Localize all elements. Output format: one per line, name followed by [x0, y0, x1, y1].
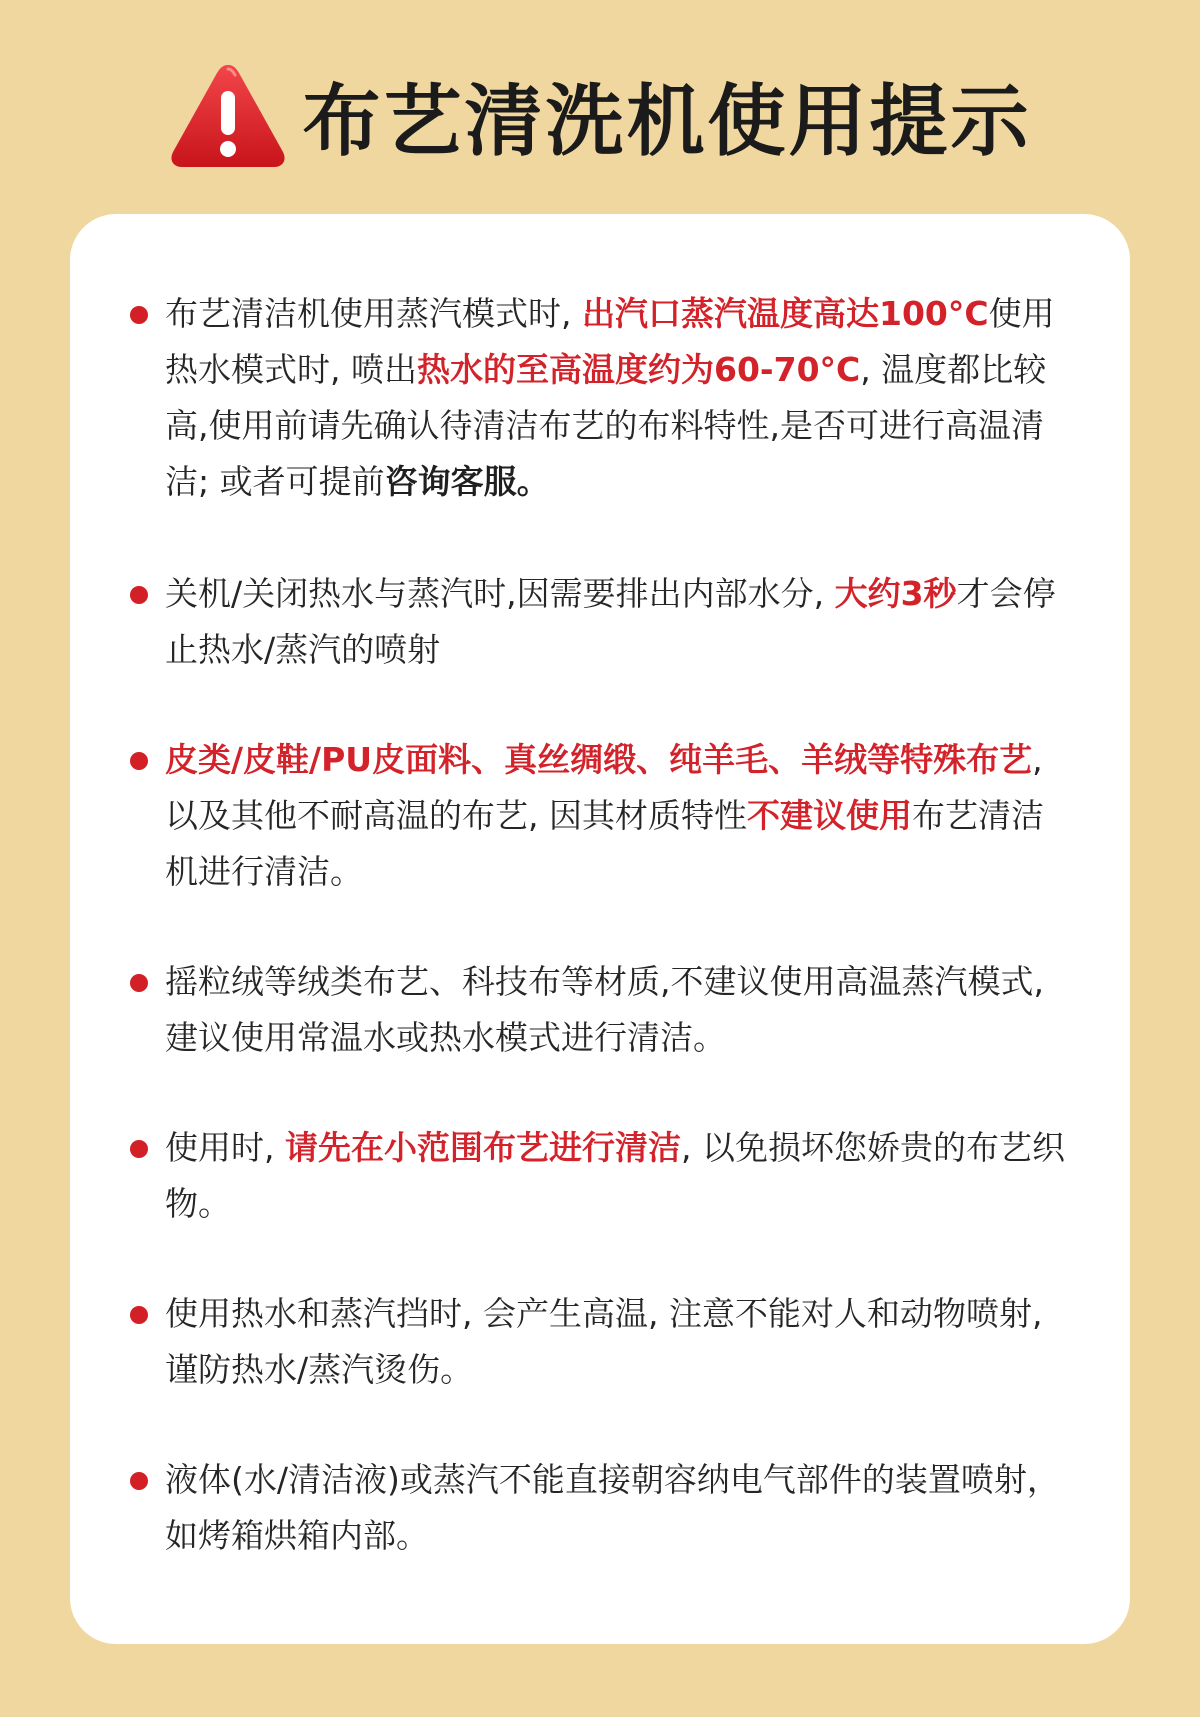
page-header [0, 55, 1200, 175]
tip-item [57, 286, 1065, 510]
tip-text [165, 1120, 1065, 1232]
tip-item [57, 1286, 1065, 1398]
tip-item [57, 954, 1065, 1066]
tip-segment: , 以免损坏您娇贵的布艺织物。 [165, 1128, 1065, 1223]
highlight-text: 不建议使用 [746, 796, 912, 835]
tip-segment: , 以及其他不耐高温的布艺, 因其材质特性 [165, 740, 1043, 835]
tip-segment: 布艺清洁机使用蒸汽模式时, [165, 294, 582, 333]
bullet-dot-icon [130, 1472, 148, 1490]
highlight-text: 大约3秒 [834, 574, 957, 613]
tip-segment: 使用时, [165, 1128, 285, 1167]
tip-item [57, 1120, 1065, 1232]
tip-segment: 液体(水/清洁液)或蒸汽不能直接朝容纳电气部件的装置喷射，如烤箱烘箱内部。 [165, 1460, 1060, 1555]
tip-text [165, 566, 1065, 678]
highlight-text: 皮类/皮鞋/PU皮面料、真丝绸缎、纯羊毛、羊绒等特殊布艺 [165, 740, 1033, 779]
tip-segment: 使用热水和蒸汽挡时, 会产生高温, 注意不能对人和动物喷射,谨防热水/蒸汽烫伤。 [165, 1294, 1043, 1389]
bullet-dot-icon [130, 752, 148, 770]
tip-segment: 布艺清洁机进行清洁。 [165, 796, 1044, 891]
page-title: 布艺清洗机使用提示 [302, 77, 1032, 167]
bullet-dot-icon [130, 586, 148, 604]
tip-item [57, 1452, 1065, 1564]
tips-card [70, 214, 1130, 1644]
tip-item [57, 566, 1065, 678]
tip-text [165, 732, 1065, 900]
tip-text [165, 1452, 1065, 1564]
tips-list [165, 286, 1065, 1618]
tip-text [165, 286, 1065, 510]
highlight-text: 出汽口蒸汽温度高达100°C [581, 294, 989, 333]
tip-segment: 才会停止热水/蒸汽的喷射 [165, 574, 1056, 669]
bullet-dot-icon [130, 974, 148, 992]
tip-text [165, 1286, 1065, 1398]
warning-icon [168, 59, 288, 171]
tip-segment: 摇粒绒等绒类布艺、科技布等材质,不建议使用高温蒸汽模式,建议使用常温水或热水模式进行清洁。 [165, 962, 1044, 1057]
bullet-dot-icon [130, 1306, 148, 1324]
bullet-dot-icon [130, 306, 148, 324]
bold-text: 咨询客服。 [384, 462, 550, 501]
tip-segment: 使用热水模式时, 喷出 [165, 294, 1055, 389]
highlight-text: 热水的至高温度约为60-70°C [416, 350, 861, 389]
tip-text [165, 954, 1065, 1066]
tip-segment: 关机/关闭热水与蒸汽时,因需要排出内部水分, [165, 574, 835, 613]
tip-item [57, 732, 1065, 900]
tip-segment: , 温度都比较高,使用前请先确认待清洁布艺的布料特性,是否可进行高温清洁; 或者可提前 [165, 350, 1047, 501]
highlight-text: 请先在小范围布艺进行清洁 [284, 1128, 681, 1167]
bullet-dot-icon [130, 1140, 148, 1158]
